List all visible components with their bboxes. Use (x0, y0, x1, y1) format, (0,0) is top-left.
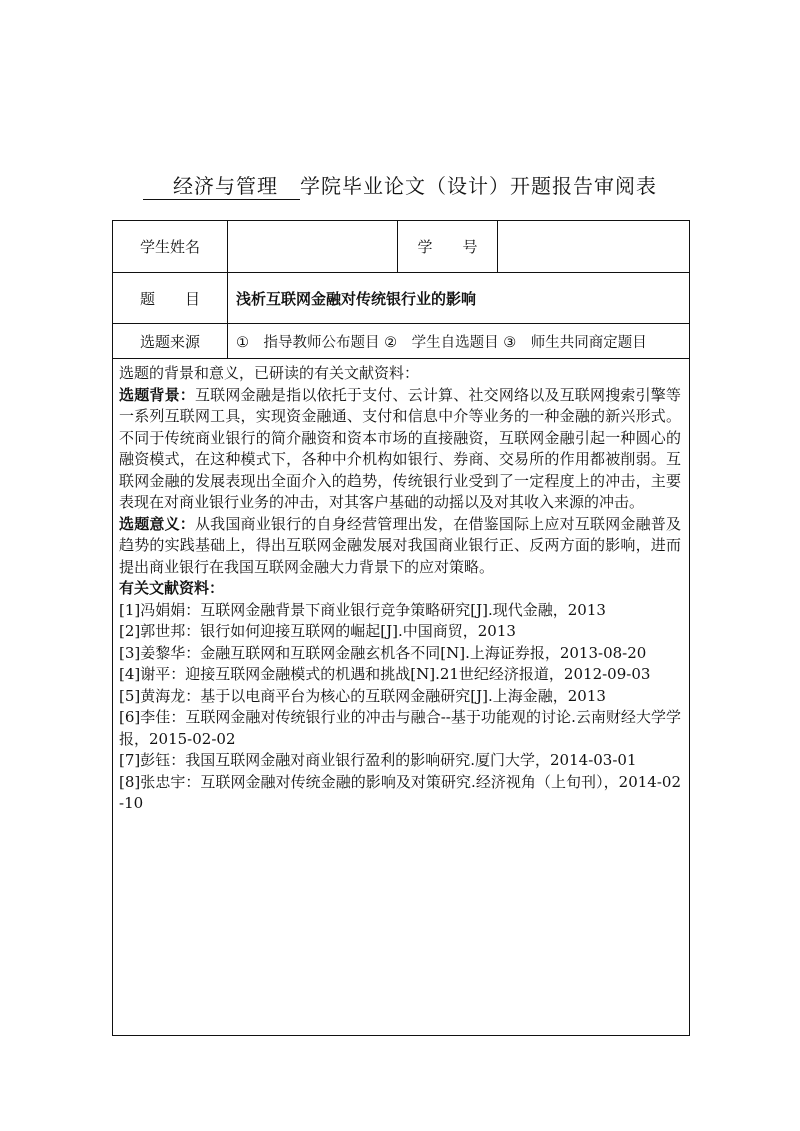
reference-item: [3]姜黎华：金融互联网和互联网金融玄机各不同[N].上海证券报，2013-08-20 (119, 643, 647, 662)
student-id-field[interactable] (498, 221, 690, 273)
review-form-table (112, 220, 690, 1036)
reference-list (119, 600, 681, 815)
reference-item: [5]黄海龙：基于以电商平台为核心的互联网金融研究[J].上海金融，2013 (119, 686, 606, 705)
reference-item: [8]张忠宇：互联网金融对传统金融的影响及对策研究.经济视角（上旬刊），2014-02-10 (119, 772, 681, 812)
reference-item: [4]谢平：迎接互联网金融模式的机遇和挑战[N].21世纪经济报道，2012-09-03 (119, 665, 651, 683)
form-title: 学院毕业论文（设计）开题报告审阅表 (300, 174, 657, 198)
significance-paragraph (119, 514, 681, 579)
source-row (113, 324, 690, 359)
reference-item: [7]彭钰：我国互联网金融对商业银行盈利的影响研究.厦门大学，2014-03-01 (119, 751, 637, 769)
topic-label: 题 目 (113, 273, 228, 324)
student-id-label: 学 号 (398, 221, 498, 273)
background-text: 互联网金融是指以依托于支付、云计算、社交网络以及互联网搜索引擎等一系列互联网工具，实现资金融通、支付和信息中介等业务的一种金融的新兴形式。不同于传统商业银行的简介融资和资本市场的直接融资，互联网金融引起一种圆心的融资模式，在这种模式下，各种中介机构如银行、券商、交易所的作用都被削弱。互联网金融的发展表现出全面介入的趋势，传统银行业受到了一定程度上的冲击，主要表现在对商业银行业务的冲击，对其客户基础的动摇以及对其收入来源的冲击。 (119, 385, 681, 511)
reference-item: [1]冯娟娟：互联网金融背景下商业银行竞争策略研究[J].现代金融，2013 (119, 600, 606, 619)
significance-text: 从我国商业银行的自身经营管理出发，在借鉴国际上应对互联网金融普及趋势的实践基础上，得出互联网金融发展对我国商业银行正、反两方面的影响，进而提出商业银行在我国互联网金融大力背景下的应对策略。 (119, 514, 681, 576)
student-info-row (113, 221, 690, 273)
student-name-label: 学生姓名 (113, 221, 228, 273)
topic-row (113, 273, 690, 324)
content-intro: 选题的背景和意义，已研读的有关文献资料： (119, 364, 420, 382)
topic-value: 浅析互联网金融对传统银行业的影响 (228, 273, 690, 324)
reference-item: [2]郭世邦：银行如何迎接互联网的崛起[J].中国商贸，2013 (119, 622, 516, 640)
source-label: 选题来源 (113, 324, 228, 359)
source-options: ① 指导教师公布题目 ② 学生自选题目 ③ 师生共同商定题目 (228, 324, 690, 359)
content-cell (113, 359, 690, 1036)
background-paragraph (119, 385, 681, 514)
refs-label: 有关文献资料： (119, 579, 225, 597)
content-row (113, 359, 690, 1036)
reference-item: [6]李佳：互联网金融对传统银行业的冲击与融合--基于功能观的讨论.云南财经大学学报，2015-02-02 (119, 708, 681, 748)
significance-label: 选题意义： (119, 514, 195, 533)
department-name: 经济与管理 (143, 170, 300, 200)
background-label: 选题背景： (119, 385, 195, 404)
student-name-field[interactable] (228, 221, 398, 273)
page-title (0, 170, 800, 200)
refs-heading (119, 578, 681, 600)
